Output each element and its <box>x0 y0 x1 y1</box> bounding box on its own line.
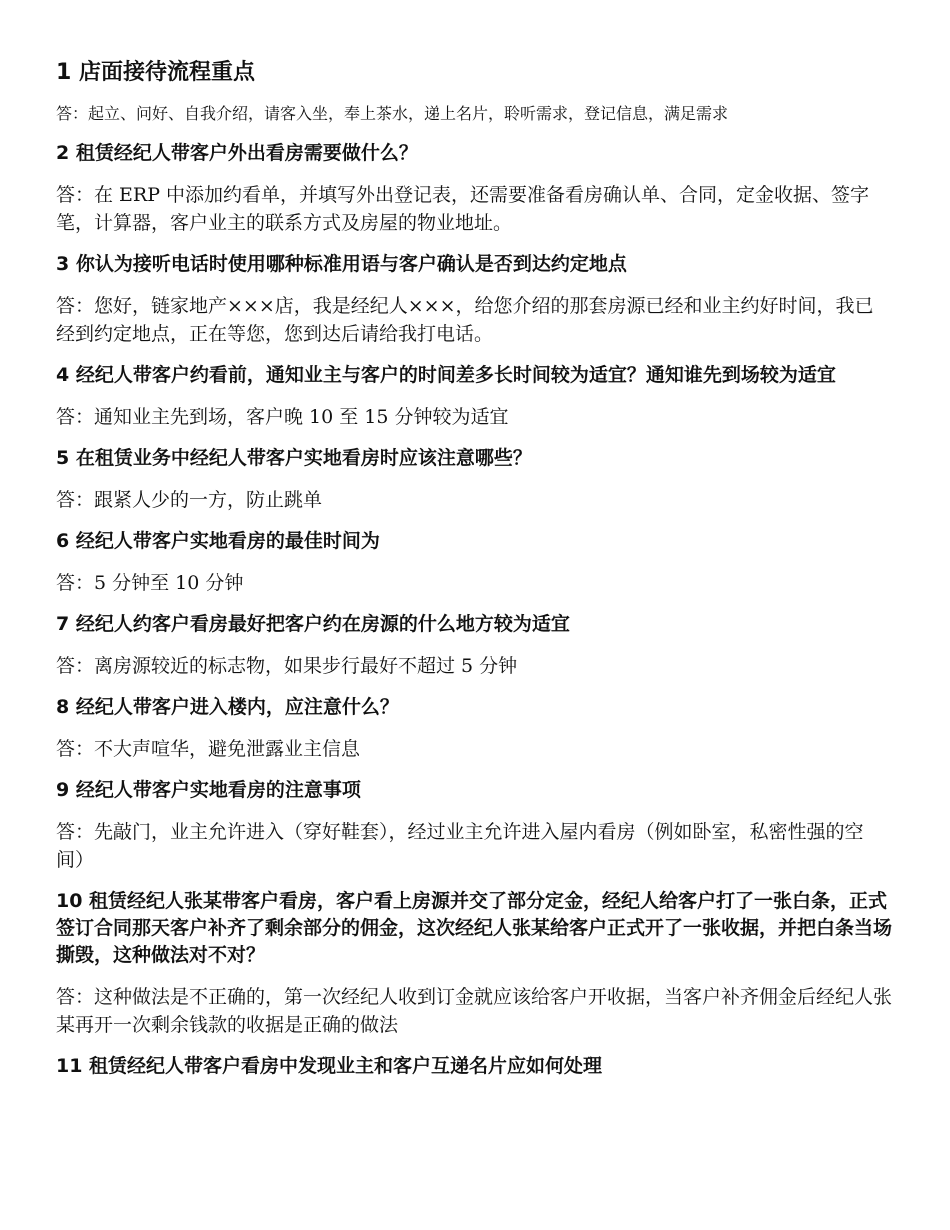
question-2: 2 租赁经纪人带客户外出看房需要做什么？ <box>56 142 418 164</box>
question-8: 8 经纪人带客户进入楼内，应注意什么？ <box>56 696 399 718</box>
question-7: 7 经纪人约客户看房最好把客户约在房源的什么地方较为适宜 <box>56 613 570 635</box>
answer-7: 答：离房源较近的标志物，如果步行最好不超过 5 分钟 <box>56 655 518 677</box>
answer-4: 答：通知业主先到场，客户晚 10 至 15 分钟较为适宜 <box>56 406 509 428</box>
answer-6: 答：5 分钟至 10 分钟 <box>56 572 244 594</box>
question-9: 9 经纪人带客户实地看房的注意事项 <box>56 779 361 801</box>
question-4: 4 经纪人带客户约看前，通知业主与客户的时间差多长时间较为适宜？通知谁先到场较为适宜 <box>56 364 836 386</box>
answer-2: 答：在 ERP 中添加约看单，并填写外出登记表，还需要准备看房确认单、合同，定金收据、签字笔，计算器，客户业主的联系方式及房屋的物业地址。 <box>56 184 870 234</box>
answer-10: 答：这种做法是不正确的，第一次经纪人收到订金就应该给客户开收据，当客户补齐佣金后经纪人张某再开一次剩余钱款的收据是正确的做法 <box>56 986 893 1036</box>
question-6: 6 经纪人带客户实地看房的最佳时间为 <box>56 530 380 552</box>
question-1: 1 店面接待流程重点 <box>56 60 255 85</box>
answer-5: 答：跟紧人少的一方，防止跳单 <box>56 489 323 511</box>
question-3: 3 你认为接听电话时使用哪种标准用语与客户确认是否到达约定地点 <box>56 253 627 275</box>
answer-3: 答：您好，链家地产×××店，我是经纪人×××，给您介绍的那套房源已经和业主约好时间，我已经到约定地点，正在等您，您到达后请给我打电话。 <box>56 295 874 345</box>
document-page <box>56 58 892 1080</box>
answer-1: 答：起立、问好、自我介绍，请客入坐，奉上茶水，递上名片，聆听需求，登记信息，满足需求 <box>56 104 729 123</box>
question-10: 10 租赁经纪人张某带客户看房，客户看上房源并交了部分定金，经纪人给客户打了一张白条，正式签订合同那天客户补齐了剩余部分的佣金，这次经纪人张某给客户正式开了一张收据，并把白条当场撕毁，这种做法对不对？ <box>56 890 893 966</box>
question-11: 11 租赁经纪人带客户看房中发现业主和客户互递名片应如何处理 <box>56 1055 603 1077</box>
answer-9: 答：先敲门，业主允许进入（穿好鞋套），经过业主允许进入屋内看房（例如卧室，私密性强的空间） <box>56 821 864 871</box>
question-5: 5 在租赁业务中经纪人带客户实地看房时应该注意哪些？ <box>56 447 532 469</box>
answer-8: 答：不大声喧华，避免泄露业主信息 <box>56 738 361 760</box>
